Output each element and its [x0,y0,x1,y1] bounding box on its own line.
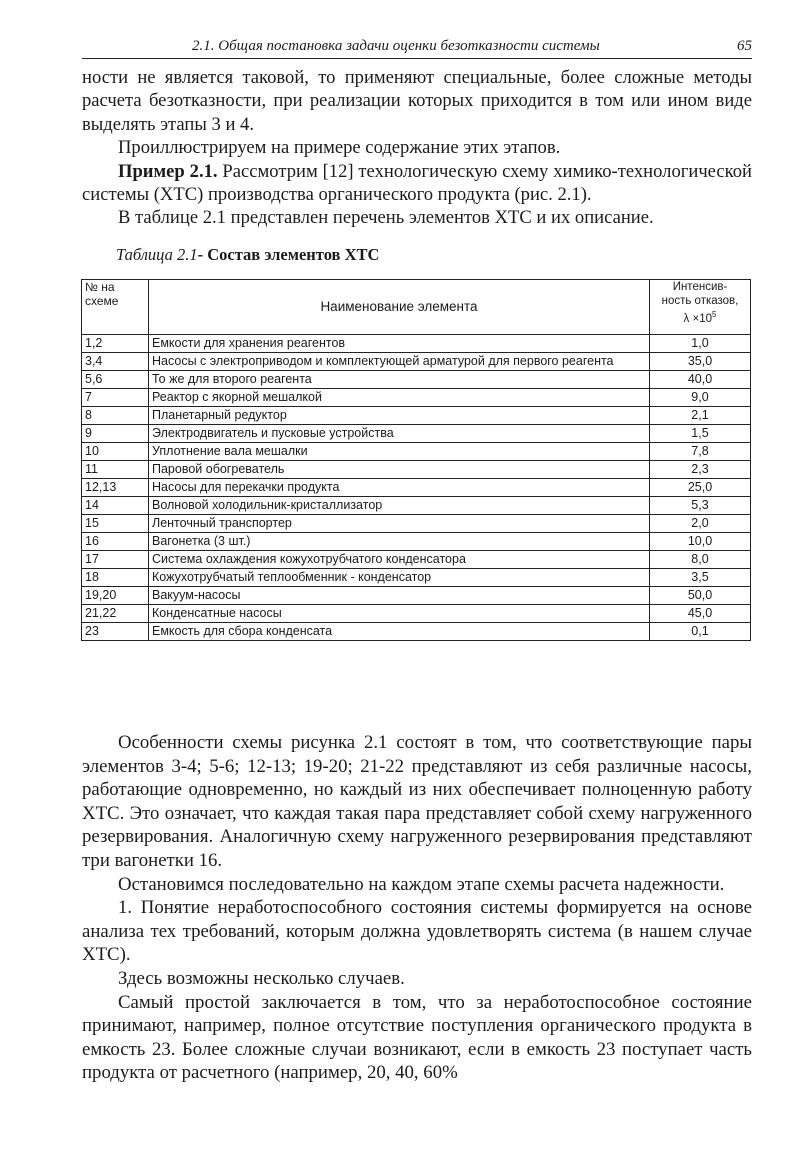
example-label: Пример 2.1. [118,160,218,182]
cell-name: Электродвигатель и пусковые устройства [149,425,650,443]
cell-number: 23 [82,623,149,641]
paragraph: Остановимся последовательно на каждом этапе схемы расчета надежности. [118,873,725,895]
cell-intensity: 3,5 [650,569,751,587]
cell-number: 17 [82,551,149,569]
body-text [82,731,752,1085]
cell-number: 1,2 [82,335,149,353]
cell-name: То же для второго реагента [149,371,650,389]
header-name: Наименование элемента [149,280,650,335]
cell-name: Волновой холодильник-кристаллизатор [149,497,650,515]
cell-number: 8 [82,407,149,425]
cell-name: Насосы для перекачки продукта [149,479,650,497]
table-row [82,479,751,497]
cell-intensity: 9,0 [650,389,751,407]
intro-text [82,66,752,230]
header-intensity: Интенсив- ность отказов, $\lambda \times 10^5$ [650,280,751,335]
cell-intensity: 8,0 [650,551,751,569]
table-row [82,623,751,641]
cell-intensity: 25,0 [650,479,751,497]
table-row [82,389,751,407]
cell-intensity: 0,1 [650,623,751,641]
table-row [82,533,751,551]
cell-number: 18 [82,569,149,587]
cell-number: 11 [82,461,149,479]
table-row [82,407,751,425]
cell-number: 15 [82,515,149,533]
header-number: № на схеме [82,280,149,335]
cell-name: Конденсатные насосы [149,605,650,623]
table-row [82,461,751,479]
table-row [82,335,751,353]
cell-number: 16 [82,533,149,551]
cell-intensity: 10,0 [650,533,751,551]
cell-name: Ленточный транспортер [149,515,650,533]
paragraph: В таблице 2.1 представлен перечень элементов ХТС и их описание. [118,207,654,229]
cell-intensity: 5,3 [650,497,751,515]
table-row [82,497,751,515]
cell-number: 5,6 [82,371,149,389]
table-row [82,551,751,569]
cell-intensity: 45,0 [650,605,751,623]
elements-table [81,279,751,641]
example-paragraph: Пример 2.1. Рассмотрим [12] технологическую схему химико-технологической системы (ХТС) производства органического продукта (рис. 2.1). [82,160,752,206]
cell-intensity: 1,5 [650,425,751,443]
table-row [82,371,751,389]
paragraph: Проиллюстрируем на примере содержание этих этапов. [118,137,561,159]
cell-number: 3,4 [82,353,149,371]
cell-intensity: 40,0 [650,371,751,389]
paragraph: Самый простой заключается в том, что за неработоспособное состояние принимают, например, полное отсутствие поступления органического продукта в емкость 23. Более сложные случаи возникают, если в емкость 23 поступает часть продукта от расчетного (например, 20, 40, 60% [82,991,752,1084]
cell-name: Вагонетка (3 шт.) [149,533,650,551]
paragraph: ности не является таковой, то применяют специальные, более сложные методы расчета безотказности, при реализации которых приходится в том или ином виде выделять этапы 3 и 4. [82,67,752,135]
table-caption-title: - Состав элементов ХТС [197,245,380,264]
cell-intensity: 2,1 [650,407,751,425]
cell-number: 21,22 [82,605,149,623]
table-header-row [82,280,751,335]
cell-number: 12,13 [82,479,149,497]
cell-intensity: 50,0 [650,587,751,605]
cell-intensity: 2,0 [650,515,751,533]
cell-name: Насосы с электроприводом и комплектующей арматурой для первого реагента [149,353,650,371]
cell-intensity: 35,0 [650,353,751,371]
cell-number: 7 [82,389,149,407]
cell-intensity: 1,0 [650,335,751,353]
cell-intensity: 7,8 [650,443,751,461]
table-row [82,353,751,371]
cell-number: 14 [82,497,149,515]
cell-name: Уплотнение вала мешалки [149,443,650,461]
cell-number: 10 [82,443,149,461]
table-row [82,605,751,623]
cell-intensity: 2,3 [650,461,751,479]
paragraph: Особенности схемы рисунка 2.1 состоят в том, что соответствующие пары элементов 3-4; 5-6; 12-13; 19-20; 21-22 представляют из себя различные насосы, работающие одновременно, но каждый из них обеспечивает полноценную работу ХТС. Это означает, что каждая такая пара представляет собой схему нагруженного резервирования. Аналогичную схему нагруженного резервирования представляют три вагонетки 16. [82,732,752,871]
table-row [82,425,751,443]
table-caption-number: Таблица 2.1 [116,245,198,264]
running-header [82,34,752,59]
cell-name: Емкость для сбора конденсата [149,623,650,641]
page-number: 65 [737,38,752,54]
cell-name: Емкости для хранения реагентов [149,335,650,353]
table-row [82,587,751,605]
cell-number: 9 [82,425,149,443]
cell-name: Кожухотрубчатый теплообменник - конденсатор [149,569,650,587]
cell-name: Планетарный редуктор [149,407,650,425]
running-header-title: 2.1. Общая постановка задачи оценки безотказности системы [192,38,600,54]
paragraph: 1. Понятие неработоспособного состояния системы формируется на основе анализа тех требований, которым должна удовлетворять система (в нашем случае ХТС). [82,897,752,966]
cell-name: Паровой обогреватель [149,461,650,479]
cell-number: 19,20 [82,587,149,605]
cell-name: Система охлаждения кожухотрубчатого конденсатора [149,551,650,569]
cell-name: Реактор с якорной мешалкой [149,389,650,407]
cell-name: Вакуум-насосы [149,587,650,605]
paragraph: Здесь возможны несколько случаев. [118,967,405,989]
table-caption [116,245,379,265]
table-row [82,569,751,587]
table-row [82,443,751,461]
table-row [82,515,751,533]
